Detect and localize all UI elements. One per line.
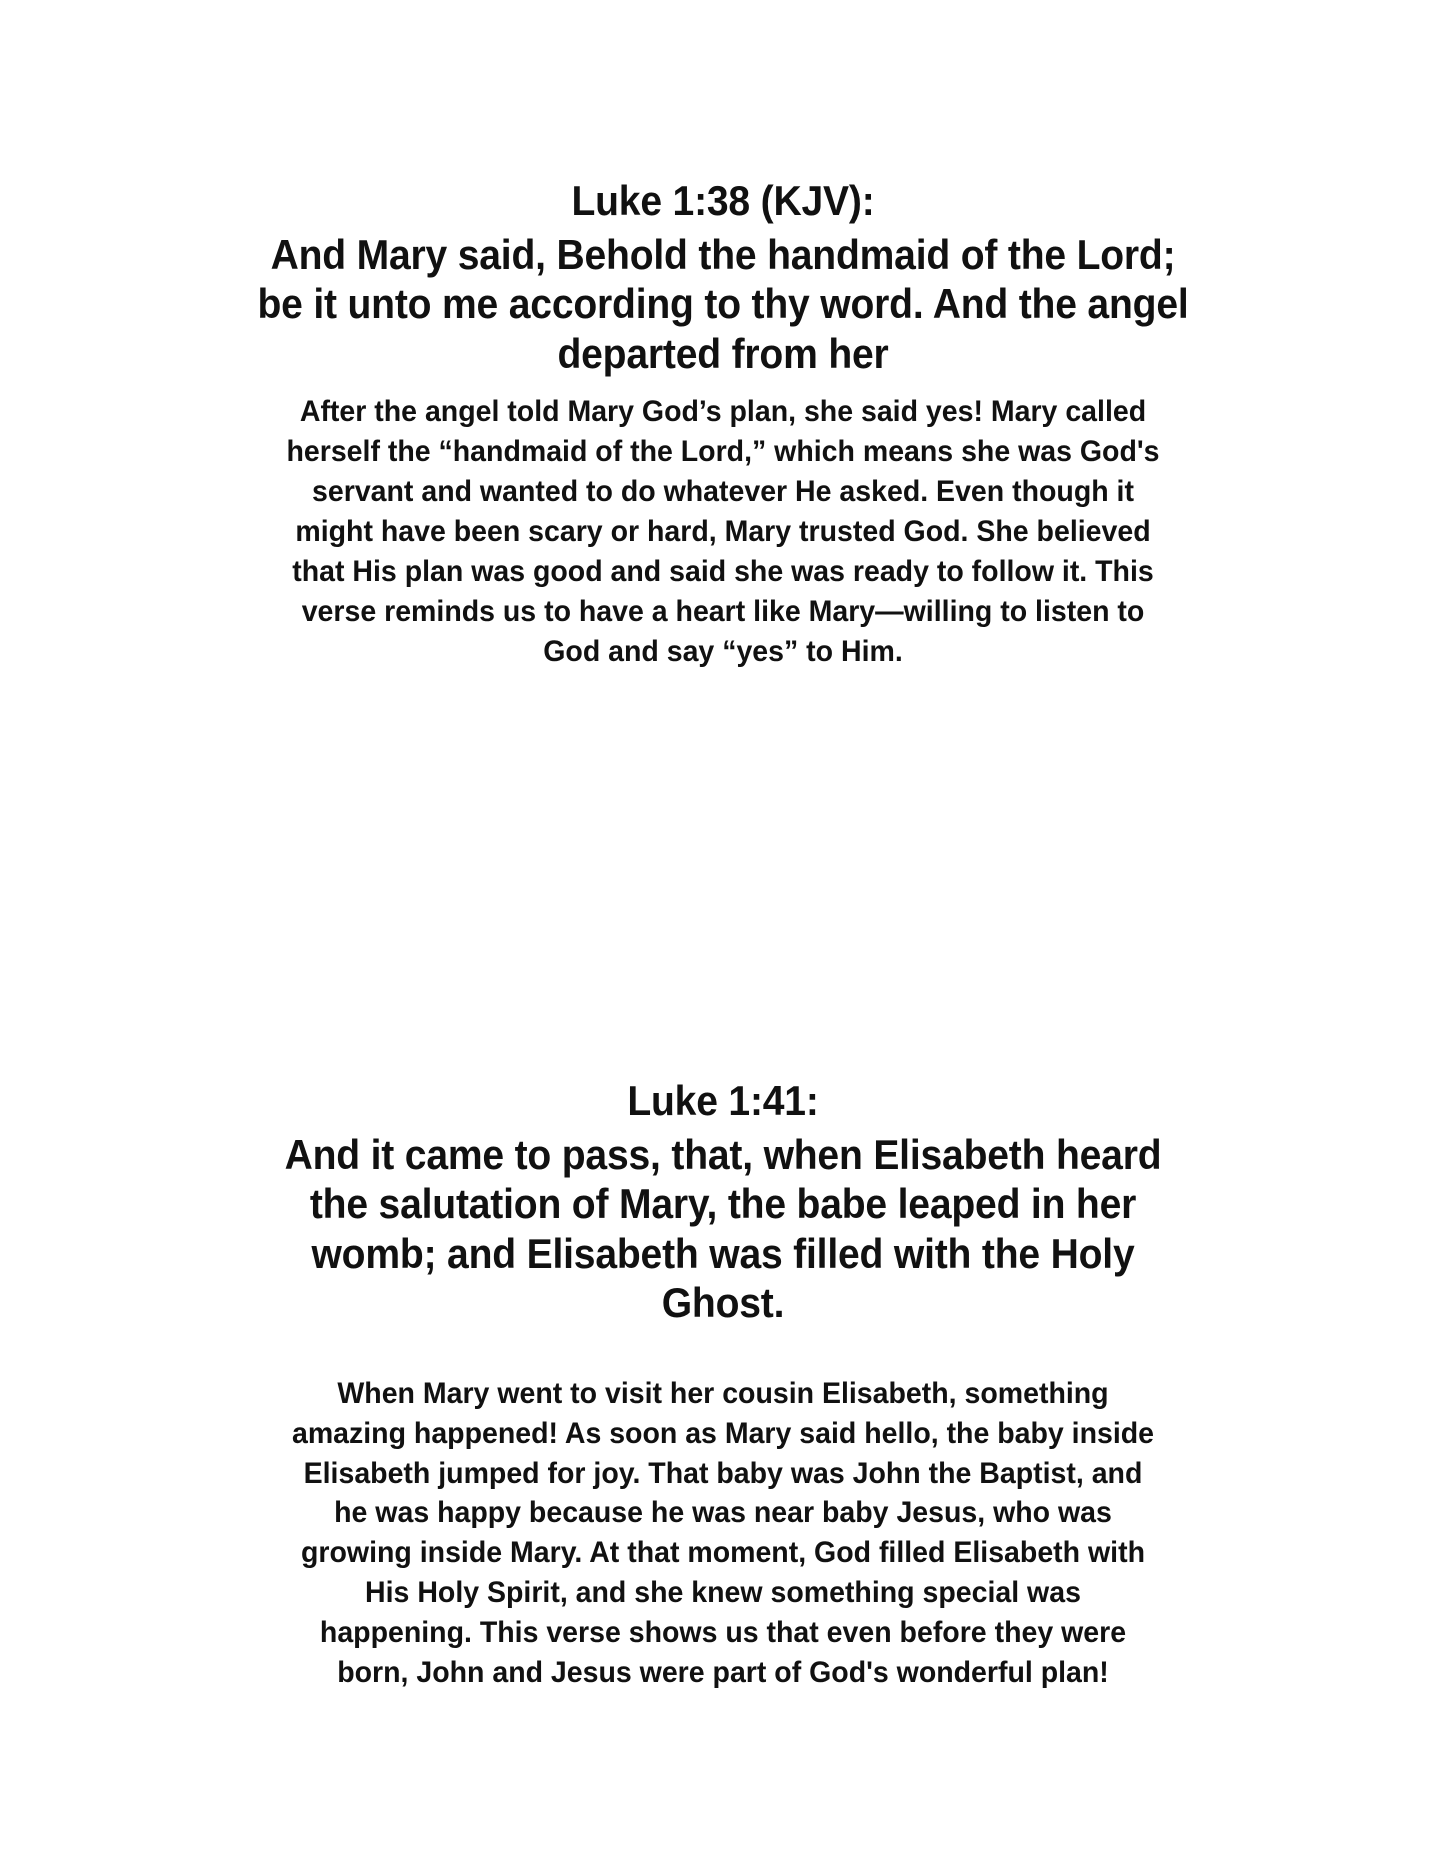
verse-explanation: When Mary went to visit her cousin Elisabeth, something amazing happened! As soon as Mary said hello, the baby inside Elisabeth jumped for joy. That baby was John the Baptist, and he was happy because he was near baby Jesus, who was growing inside Mary. At that moment, God filled Elisabeth with His Holy Spirit, and she knew something special was happening. This verse shows us that even before they were born, John and Jesus were part of God's wonderful plan! (291, 1376, 1154, 1689)
verse-reference: Luke 1:41: (626, 1077, 819, 1124)
verse-section-luke-1-41 (0, 1076, 1445, 1693)
verse-heading (248, 176, 1197, 378)
verse-heading (276, 1076, 1169, 1328)
verse-reference: Luke 1:38 (KJV): (570, 177, 875, 224)
verse-scripture-text: And Mary said, Behold the handmaid of the Lord; be it unto me according to thy word. And the angel departed from her (256, 230, 1189, 377)
verse-section-luke-1-38 (0, 176, 1445, 671)
verse-scripture-text: And it came to pass, that, when Elisabeth heard the salutation of Mary, the babe leaped in her womb; and Elisabeth was filled with the Holy Ghost. (284, 1130, 1161, 1327)
verse-explanation: After the angel told Mary God’s plan, she said yes! Mary called herself the “handmaid of the Lord,” which means she was God's servant and wanted to do whatever He asked. Even though it might have been scary or hard, Mary trusted God. She believed that His plan was good and said she was ready to follow it. This verse reminds us to have a heart like Mary—willing to listen to God and say “yes” to Him. (285, 395, 1160, 668)
